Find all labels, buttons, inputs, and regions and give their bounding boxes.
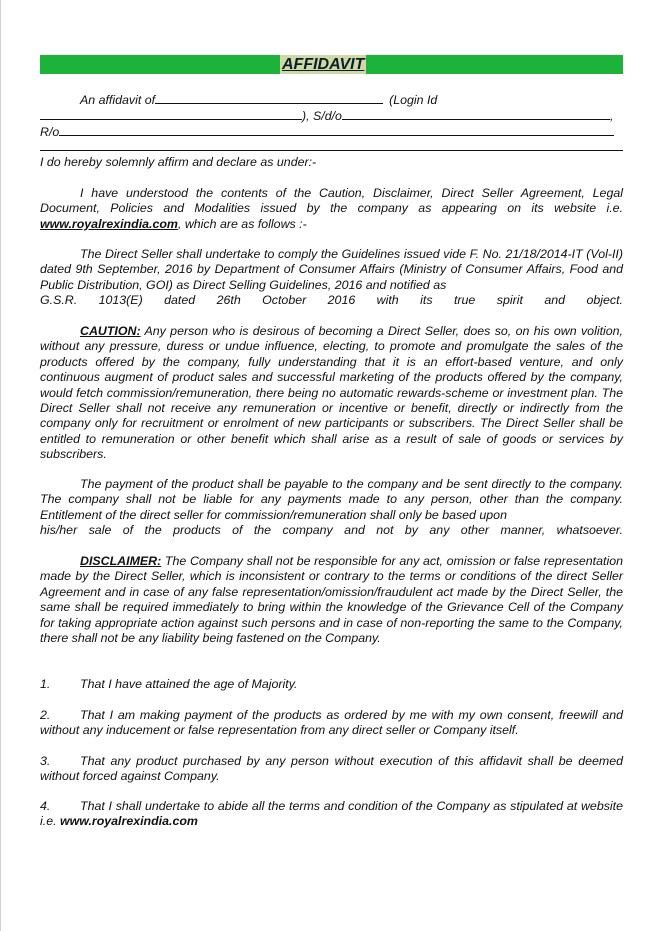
page-edge	[0, 0, 1, 931]
list-item	[40, 754, 623, 785]
list-item-text: That I shall undertake to abide all the terms and condition of the Company as stipulated at website i.e.	[40, 799, 623, 829]
list-item	[40, 799, 623, 830]
list-item-text: That any product purchased by any person without execution of this affidavit shall be deemed without forced against Company.	[40, 754, 623, 784]
form-line-3	[40, 124, 623, 140]
list-item	[40, 677, 623, 692]
paragraph-disclaimer	[40, 554, 623, 646]
list-item-number: 4.	[40, 799, 51, 813]
paragraph-understanding	[40, 186, 623, 232]
document-title: AFFIDAVIT	[282, 56, 365, 73]
list-item-number: 2.	[40, 708, 51, 722]
login-id-label: (Login Id	[389, 93, 438, 107]
list-item-number: 3.	[40, 754, 51, 768]
declaration: I do hereby solemnly affirm and declare as under:-	[40, 155, 317, 169]
list-item-text: That I am making payment of the products as ordered by me with my own consent, freewill and without any inducement or false representation from any direct seller or Company itself.	[40, 708, 623, 738]
address-blank[interactable]	[59, 124, 614, 136]
paragraph-payment: The payment of the product shall be payable to the company and be sent directly to the company. The company shall not be liable for any payments made to any person, other than the company. Entitlement of the direct seller for commission/remuneration shall only be based upon	[40, 477, 623, 522]
affidavit-of-label: An affidavit of	[80, 93, 156, 107]
disclaimer-label: DISCLAIMER:	[80, 554, 162, 568]
paragraph-caution	[40, 324, 623, 463]
paragraph-understanding-tail: , which are as follows :-	[177, 216, 307, 231]
website-link[interactable]: www.royalrexindia.com	[40, 216, 178, 231]
form-line-1	[40, 92, 623, 108]
form-line-2	[40, 108, 623, 124]
parent-name-blank[interactable]	[342, 108, 610, 120]
list-item-number: 1.	[40, 677, 51, 691]
comma: ,	[609, 109, 614, 123]
caution-text: Any person who is desirous of becoming a Direct Seller, does so, on his own volition, without any pressure, duress or undue influence, electing, to promote and promulgate the sales of the products offered by the company, fully understanding that it is an effort-based venture, and only continuous augment of product sales and successful marketing of the products offered by the company, would fetch commission/remuneration, there being no automatic rewards-scheme or investment plan. The Direct Seller shall not receive any remuneration or incentive or benefit, directly or indirectly from the company only for recruitment or enrolment of new participants or subscribers. The Direct Seller shall be entitled to remuneration or other benefit which shall arise as a result of sale of goods or services by subscribers.	[40, 324, 623, 462]
disclaimer-text: The Company shall not be responsible for any act, omission or false representation made by the Direct Seller, which is inconsistent or contrary to the terms or conditions of the direct Seller Agreement and in case of any false representation/omission/fraudulent act made by the Direct Seller, the same shall be required immediately to bring within the knowledge of the Grievance Cell of the Company for taking appropriate action against such persons and in case of non-reporting the same to the Company, there shall not be any liability being fastened on the Company.	[40, 554, 623, 646]
paragraph-payment-last-line: his/her sale of the products of the company and not by any other manner, whatsoever.	[40, 523, 623, 537]
list-item	[40, 708, 623, 739]
paragraph-guidelines: The Direct Seller shall undertake to comply the Guidelines issued vide F. No. 21/18/2014-IT (Vol-II) dated 9th September, 2016 by Department of Consumer Affairs (Ministry of Consumer Affairs, Food and Public Distribution, GOI) as Direct Selling Guidelines, 2016 and notified as	[40, 247, 623, 292]
address-blank-line-2[interactable]	[40, 150, 623, 151]
list-item-text: That I have attained the age of Majority.	[80, 677, 298, 691]
title-banner	[40, 55, 623, 74]
login-id-blank[interactable]	[40, 108, 302, 120]
name-blank[interactable]	[155, 92, 383, 104]
paragraph-understanding-text: I have understood the contents of the Caution, Disclaimer, Direct Seller Agreement, Legal Document, Policies and Modalities issued by the company as appearing on its website i.e.	[40, 186, 623, 216]
website-link[interactable]: www.royalrexindia.com	[59, 814, 198, 829]
paragraph-guidelines-last-line: G.S.R. 1013(E) dated 26th October 2016 with its true spirit and object.	[40, 293, 623, 307]
ro-label: R/o	[40, 125, 60, 139]
sdo-label: ), S/d/o	[302, 109, 342, 123]
caution-label: CAUTION:	[80, 324, 141, 338]
